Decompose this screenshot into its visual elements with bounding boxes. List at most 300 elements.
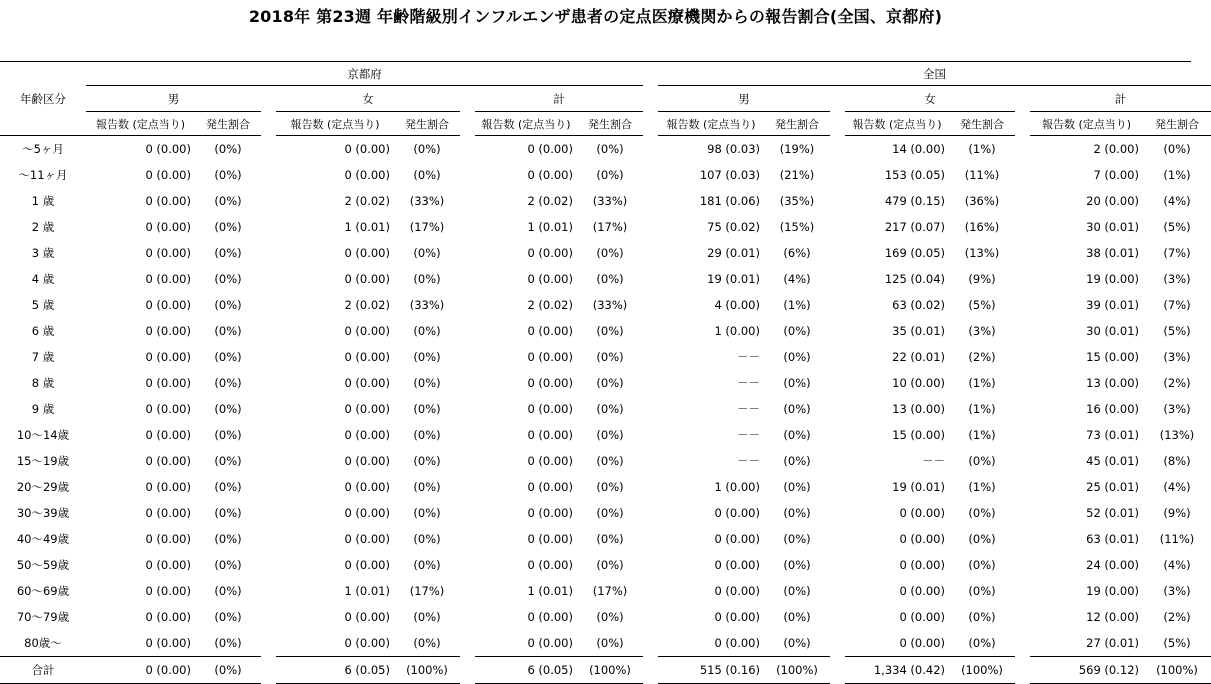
age-cell: 80歳～ <box>24 636 62 650</box>
rate-cell: (36%) <box>964 194 1000 208</box>
age-cell: 20～29歳 <box>16 480 70 494</box>
rate-cell: (0%) <box>783 454 811 468</box>
rate-cell: (1%) <box>968 428 996 442</box>
rate-cell: (0%) <box>214 194 242 208</box>
count-cell: 0 (0.00) <box>145 610 191 624</box>
count-cell: 0 (0.00) <box>344 246 390 260</box>
rate-cell: (0%) <box>214 636 242 650</box>
count-cell: 0 (0.00) <box>714 558 760 572</box>
count-cell: －－ <box>737 376 760 390</box>
count-cell: 63 (0.01) <box>1086 532 1139 546</box>
count-cell: 0 (0.00) <box>899 584 945 598</box>
rate-cell: (5%) <box>1163 220 1191 234</box>
table-row <box>0 578 1211 604</box>
rate-cell: (0%) <box>214 298 242 312</box>
rate-cell: (0%) <box>214 350 242 364</box>
rate-cell: (1%) <box>968 402 996 416</box>
count-cell: 1 (0.01) <box>527 584 573 598</box>
rate-cell: (5%) <box>968 298 996 312</box>
count-cell: 107 (0.03) <box>699 168 760 182</box>
rate-cell: (0%) <box>413 246 441 260</box>
rate-cell: (0%) <box>214 558 242 572</box>
rate-cell: (3%) <box>1163 584 1191 598</box>
table-row <box>0 422 1211 448</box>
rate-cell: (17%) <box>409 220 445 234</box>
sex-header-male: 男 <box>86 86 261 112</box>
age-cell: 10～14歳 <box>16 428 70 442</box>
count-cell: 13 (0.00) <box>1086 376 1139 390</box>
age-cell: 5 歳 <box>31 298 55 312</box>
count-cell: 0 (0.00) <box>344 506 390 520</box>
count-cell: 125 (0.04) <box>884 272 945 286</box>
count-cell: 0 (0.00) <box>145 558 191 572</box>
rate-cell: (0%) <box>596 558 624 572</box>
count-cell: 73 (0.01) <box>1086 428 1139 442</box>
rate-cell: (17%) <box>592 220 628 234</box>
rate-cell: (3%) <box>968 324 996 338</box>
rate-cell: (2%) <box>968 350 996 364</box>
rate-cell: (0%) <box>214 376 242 390</box>
rate-cell: (2%) <box>1163 610 1191 624</box>
total-row <box>0 657 1211 684</box>
rate-cell: (0%) <box>596 168 624 182</box>
count-cell: －－ <box>737 350 760 364</box>
age-cell: 15～19歳 <box>16 454 70 468</box>
table-row <box>0 214 1211 240</box>
count-cell: 0 (0.00) <box>145 480 191 494</box>
rate-cell: (0%) <box>968 610 996 624</box>
count-cell: 0 (0.00) <box>86 657 195 684</box>
rate-cell: (19%) <box>779 142 815 156</box>
rate-cell: (0%) <box>783 532 811 546</box>
rate-cell: (0%) <box>596 506 624 520</box>
count-cell: 2 (0.02) <box>527 298 573 312</box>
rate-header: 発生割合 <box>764 112 830 136</box>
sex-header-row <box>0 86 1211 112</box>
rate-cell: (0%) <box>413 324 441 338</box>
count-cell: －－ <box>922 454 945 468</box>
count-cell: 0 (0.00) <box>344 168 390 182</box>
age-cell: 6 歳 <box>31 324 55 338</box>
rate-cell: (33%) <box>409 194 445 208</box>
count-cell: 38 (0.01) <box>1086 246 1139 260</box>
rate-cell: (0%) <box>214 506 242 520</box>
count-cell: 0 (0.00) <box>527 610 573 624</box>
count-cell: 30 (0.01) <box>1086 220 1139 234</box>
rate-cell: (0%) <box>596 428 624 442</box>
rate-cell: (13%) <box>1159 428 1195 442</box>
count-cell: 22 (0.01) <box>892 350 945 364</box>
table-row <box>0 240 1211 266</box>
count-cell: 1 (0.01) <box>527 220 573 234</box>
count-cell: 0 (0.00) <box>899 610 945 624</box>
rate-cell: (0%) <box>214 428 242 442</box>
count-header: 報告数 (定点当り) <box>658 112 764 136</box>
rate-cell: (0%) <box>413 168 441 182</box>
count-cell: 10 (0.00) <box>892 376 945 390</box>
count-cell: 569 (0.12) <box>1030 657 1143 684</box>
rate-cell: (0%) <box>413 454 441 468</box>
table-row <box>0 292 1211 318</box>
count-cell: 0 (0.00) <box>145 194 191 208</box>
age-cell: 60～69歳 <box>16 584 70 598</box>
count-cell: 0 (0.00) <box>145 220 191 234</box>
rate-header: 発生割合 <box>577 112 643 136</box>
count-cell: 0 (0.00) <box>145 506 191 520</box>
rate-cell: (0%) <box>214 324 242 338</box>
rate-cell: (17%) <box>409 584 445 598</box>
count-cell: 12 (0.00) <box>1086 610 1139 624</box>
count-cell: 0 (0.00) <box>344 350 390 364</box>
rate-cell: (11%) <box>1159 532 1195 546</box>
rate-cell: (11%) <box>964 168 1000 182</box>
rate-cell: (0%) <box>214 402 242 416</box>
count-cell: 19 (0.01) <box>707 272 760 286</box>
count-cell: 35 (0.01) <box>892 324 945 338</box>
table-row <box>0 266 1211 292</box>
rate-cell: (0%) <box>413 610 441 624</box>
count-cell: 15 (0.00) <box>892 428 945 442</box>
rate-cell: (0%) <box>596 402 624 416</box>
count-cell: 45 (0.01) <box>1086 454 1139 468</box>
count-cell: 0 (0.00) <box>527 324 573 338</box>
count-cell: 27 (0.01) <box>1086 636 1139 650</box>
count-cell: 1 (0.00) <box>714 480 760 494</box>
rate-cell: (0%) <box>214 168 242 182</box>
count-cell: 0 (0.00) <box>527 402 573 416</box>
count-cell: 0 (0.00) <box>714 506 760 520</box>
count-cell: 0 (0.00) <box>145 298 191 312</box>
rate-cell: (0%) <box>413 350 441 364</box>
rate-cell: (0%) <box>195 657 261 684</box>
age-cell: 合計 <box>0 657 86 684</box>
table-row <box>0 188 1211 214</box>
count-cell: 63 (0.02) <box>892 298 945 312</box>
count-cell: 19 (0.00) <box>1086 584 1139 598</box>
count-cell: 0 (0.00) <box>344 558 390 572</box>
rate-cell: (0%) <box>596 532 624 546</box>
count-cell: 19 (0.00) <box>1086 272 1139 286</box>
table-row <box>0 344 1211 370</box>
rate-cell: (0%) <box>596 324 624 338</box>
rate-cell: (0%) <box>413 480 441 494</box>
rate-cell: (0%) <box>413 506 441 520</box>
count-cell: 0 (0.00) <box>145 532 191 546</box>
count-cell: 1 (0.01) <box>344 584 390 598</box>
rate-cell: (100%) <box>394 657 460 684</box>
table-body <box>0 136 1211 684</box>
rate-cell: (5%) <box>1163 324 1191 338</box>
age-cell: 4 歳 <box>31 272 55 286</box>
count-cell: 0 (0.00) <box>344 480 390 494</box>
count-cell: 0 (0.00) <box>527 558 573 572</box>
rate-cell: (0%) <box>214 480 242 494</box>
count-cell: 479 (0.15) <box>884 194 945 208</box>
rate-cell: (0%) <box>413 558 441 572</box>
count-cell: 0 (0.00) <box>899 506 945 520</box>
rate-cell: (6%) <box>783 246 811 260</box>
rate-header: 発生割合 <box>1143 112 1211 136</box>
count-cell: 20 (0.00) <box>1086 194 1139 208</box>
rate-cell: (100%) <box>1143 657 1211 684</box>
rate-header: 発生割合 <box>394 112 460 136</box>
rate-cell: (0%) <box>413 636 441 650</box>
rate-cell: (0%) <box>968 636 996 650</box>
count-cell: 13 (0.00) <box>892 402 945 416</box>
rate-cell: (0%) <box>783 584 811 598</box>
count-cell: 1,334 (0.42) <box>845 657 949 684</box>
count-cell: 15 (0.00) <box>1086 350 1139 364</box>
sub-header-row <box>0 112 1211 136</box>
count-cell: 515 (0.16) <box>658 657 764 684</box>
rate-cell: (0%) <box>783 350 811 364</box>
rate-cell: (0%) <box>968 558 996 572</box>
rate-cell: (17%) <box>592 584 628 598</box>
rate-cell: (1%) <box>968 376 996 390</box>
rate-cell: (0%) <box>968 584 996 598</box>
count-cell: 0 (0.00) <box>145 402 191 416</box>
age-cell: 2 歳 <box>31 220 55 234</box>
count-cell: 0 (0.00) <box>527 272 573 286</box>
table-row <box>0 604 1211 630</box>
table-row <box>0 526 1211 552</box>
sex-header-female: 女 <box>276 86 460 112</box>
count-cell: 0 (0.00) <box>145 454 191 468</box>
count-cell: 0 (0.00) <box>145 246 191 260</box>
table-row <box>0 136 1211 163</box>
count-cell: 217 (0.07) <box>884 220 945 234</box>
rate-cell: (0%) <box>783 558 811 572</box>
rate-cell: (33%) <box>592 194 628 208</box>
rate-cell: (0%) <box>413 142 441 156</box>
count-cell: 0 (0.00) <box>145 636 191 650</box>
age-cell: 30～39歳 <box>16 506 70 520</box>
age-cell: ～11ヶ月 <box>18 168 68 182</box>
table-row <box>0 396 1211 422</box>
age-cell: 7 歳 <box>31 350 55 364</box>
count-cell: 0 (0.00) <box>145 350 191 364</box>
count-cell: 98 (0.03) <box>707 142 760 156</box>
count-cell: 153 (0.05) <box>884 168 945 182</box>
count-cell: 0 (0.00) <box>145 324 191 338</box>
count-cell: 0 (0.00) <box>344 142 390 156</box>
rate-cell: (0%) <box>413 272 441 286</box>
count-cell: 4 (0.00) <box>714 298 760 312</box>
count-cell: 0 (0.00) <box>527 506 573 520</box>
count-cell: 0 (0.00) <box>527 168 573 182</box>
sex-header-female: 女 <box>845 86 1015 112</box>
rate-cell: (0%) <box>214 142 242 156</box>
count-cell: 0 (0.00) <box>344 402 390 416</box>
count-cell: 24 (0.00) <box>1086 558 1139 572</box>
rate-cell: (0%) <box>783 428 811 442</box>
rate-cell: (13%) <box>964 246 1000 260</box>
rate-cell: (4%) <box>1163 558 1191 572</box>
count-header: 報告数 (定点当り) <box>1030 112 1143 136</box>
table-row <box>0 162 1211 188</box>
count-cell: 0 (0.00) <box>344 636 390 650</box>
rate-cell: (0%) <box>596 610 624 624</box>
rate-cell: (0%) <box>968 454 996 468</box>
age-header: 年齢区分 <box>0 63 86 136</box>
count-header: 報告数 (定点当り) <box>86 112 195 136</box>
count-cell: 0 (0.00) <box>527 480 573 494</box>
rate-header: 発生割合 <box>195 112 261 136</box>
rate-cell: (3%) <box>1163 350 1191 364</box>
rate-cell: (9%) <box>968 272 996 286</box>
count-cell: －－ <box>737 402 760 416</box>
rate-cell: (0%) <box>413 428 441 442</box>
count-cell: 0 (0.00) <box>899 636 945 650</box>
rate-cell: (0%) <box>783 480 811 494</box>
rate-cell: (0%) <box>596 454 624 468</box>
count-cell: 0 (0.00) <box>527 246 573 260</box>
rate-cell: (3%) <box>1163 402 1191 416</box>
count-cell: 1 (0.01) <box>344 220 390 234</box>
rate-cell: (21%) <box>779 168 815 182</box>
age-cell: 9 歳 <box>31 402 55 416</box>
sex-header-total: 計 <box>1030 86 1211 112</box>
count-cell: 0 (0.00) <box>145 428 191 442</box>
rate-cell: (0%) <box>968 532 996 546</box>
rate-cell: (0%) <box>214 532 242 546</box>
count-cell: 0 (0.00) <box>527 350 573 364</box>
count-cell: 0 (0.00) <box>899 558 945 572</box>
rate-cell: (0%) <box>783 402 811 416</box>
count-cell: 52 (0.01) <box>1086 506 1139 520</box>
rate-cell: (33%) <box>592 298 628 312</box>
rate-cell: (0%) <box>596 480 624 494</box>
rate-cell: (7%) <box>1163 246 1191 260</box>
rate-cell: (35%) <box>779 194 815 208</box>
rate-cell: (4%) <box>783 272 811 286</box>
count-cell: 0 (0.00) <box>344 324 390 338</box>
count-cell: 0 (0.00) <box>344 454 390 468</box>
rate-cell: (0%) <box>596 142 624 156</box>
count-cell: 0 (0.00) <box>899 532 945 546</box>
sex-header-male: 男 <box>658 86 830 112</box>
rate-cell: (0%) <box>783 610 811 624</box>
age-cell: 40～49歳 <box>16 532 70 546</box>
count-cell: 0 (0.00) <box>527 636 573 650</box>
count-cell: 0 (0.00) <box>527 142 573 156</box>
count-cell: 19 (0.01) <box>892 480 945 494</box>
rate-cell: (15%) <box>779 220 815 234</box>
rate-cell: (0%) <box>413 402 441 416</box>
count-cell: 0 (0.00) <box>344 376 390 390</box>
rate-cell: (1%) <box>783 298 811 312</box>
count-cell: 75 (0.02) <box>707 220 760 234</box>
table-row <box>0 448 1211 474</box>
count-cell: 0 (0.00) <box>145 376 191 390</box>
rate-cell: (8%) <box>1163 454 1191 468</box>
count-cell: 0 (0.00) <box>145 142 191 156</box>
rate-cell: (9%) <box>1163 506 1191 520</box>
count-cell: 2 (0.02) <box>344 298 390 312</box>
rate-cell: (33%) <box>409 298 445 312</box>
table-row <box>0 630 1211 657</box>
rate-cell: (0%) <box>596 246 624 260</box>
count-cell: 0 (0.00) <box>344 272 390 286</box>
count-cell: 6 (0.05) <box>475 657 577 684</box>
rate-cell: (0%) <box>596 376 624 390</box>
rate-cell: (7%) <box>1163 298 1191 312</box>
rate-cell: (100%) <box>764 657 830 684</box>
count-cell: 0 (0.00) <box>714 610 760 624</box>
count-cell: 0 (0.00) <box>714 584 760 598</box>
rate-cell: (0%) <box>596 272 624 286</box>
count-cell: 6 (0.05) <box>276 657 394 684</box>
rate-cell: (0%) <box>596 636 624 650</box>
region-header-national: 全国 <box>658 63 1211 86</box>
rate-cell: (4%) <box>1163 480 1191 494</box>
count-cell: 169 (0.05) <box>884 246 945 260</box>
rate-cell: (1%) <box>1163 168 1191 182</box>
age-cell: 1 歳 <box>31 194 55 208</box>
rate-cell: (16%) <box>964 220 1000 234</box>
rate-cell: (3%) <box>1163 272 1191 286</box>
count-cell: 0 (0.00) <box>714 636 760 650</box>
count-cell: 14 (0.00) <box>892 142 945 156</box>
top-rule <box>0 61 1191 62</box>
age-cell: 8 歳 <box>31 376 55 390</box>
count-cell: 16 (0.00) <box>1086 402 1139 416</box>
rate-cell: (0%) <box>783 324 811 338</box>
rate-cell: (1%) <box>968 480 996 494</box>
count-cell: 0 (0.00) <box>527 376 573 390</box>
count-cell: 0 (0.00) <box>145 584 191 598</box>
count-cell: －－ <box>737 428 760 442</box>
count-cell: 1 (0.00) <box>714 324 760 338</box>
table-row <box>0 500 1211 526</box>
rate-cell: (0%) <box>783 636 811 650</box>
count-cell: 25 (0.01) <box>1086 480 1139 494</box>
count-cell: 0 (0.00) <box>527 532 573 546</box>
count-cell: 0 (0.00) <box>527 454 573 468</box>
page-title: 2018年 第23週 年齢階級別インフルエンザ患者の定点医療機関からの報告割合(全国、京都府) <box>248 7 943 26</box>
age-cell: 70～79歳 <box>16 610 70 624</box>
rate-cell: (0%) <box>596 350 624 364</box>
count-cell: 7 (0.00) <box>1093 168 1139 182</box>
count-cell: 181 (0.06) <box>699 194 760 208</box>
rate-cell: (0%) <box>413 532 441 546</box>
count-header: 報告数 (定点当り) <box>845 112 949 136</box>
rate-cell: (0%) <box>214 272 242 286</box>
rate-cell: (0%) <box>214 454 242 468</box>
count-cell: 0 (0.00) <box>344 428 390 442</box>
table-row <box>0 474 1211 500</box>
table-row <box>0 552 1211 578</box>
rate-cell: (100%) <box>577 657 643 684</box>
rate-cell: (0%) <box>783 376 811 390</box>
rate-header: 発生割合 <box>949 112 1015 136</box>
rate-cell: (0%) <box>783 506 811 520</box>
region-header-kyoto: 京都府 <box>86 63 643 86</box>
rate-cell: (0%) <box>1163 142 1191 156</box>
rate-cell: (0%) <box>214 610 242 624</box>
rate-cell: (0%) <box>413 376 441 390</box>
rate-cell: (0%) <box>214 584 242 598</box>
count-cell: 30 (0.01) <box>1086 324 1139 338</box>
age-cell: ～5ヶ月 <box>22 142 64 156</box>
count-cell: 0 (0.00) <box>527 428 573 442</box>
table-header <box>0 63 1211 136</box>
count-cell: 39 (0.01) <box>1086 298 1139 312</box>
count-cell: 0 (0.00) <box>145 272 191 286</box>
count-cell: 0 (0.00) <box>714 532 760 546</box>
table-row <box>0 318 1211 344</box>
influenza-table <box>0 63 1211 684</box>
